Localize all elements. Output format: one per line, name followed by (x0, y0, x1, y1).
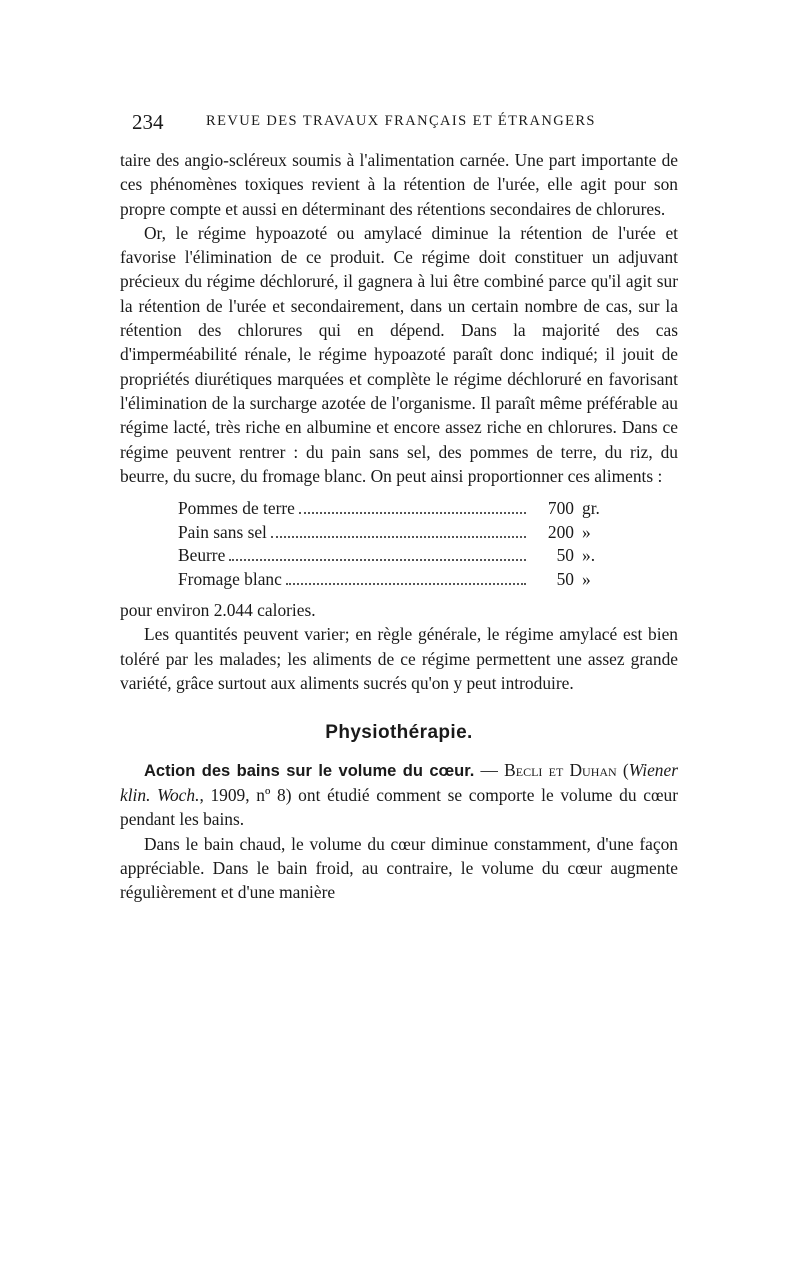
paragraph-1: taire des angio-scléreux soumis à l'alimentation carnée. Une part importante de ces phénomènes toxiques revient à la rétention de l'urée, elle agit pour son propre compte et aussi en déterminant des rétentions secondaires de chlorures. (120, 150, 678, 219)
dot-leader (299, 512, 526, 514)
page-body (120, 148, 678, 904)
paragraph-4: Les quantités peuvent varier; en règle générale, le régime amylacé est bien toléré par les malades; les aliments de ce régime permettent une assez grande variété, grâce surtout aux aliments sucrés qu'on y peut introduire. (120, 624, 678, 694)
quantity-unit: gr. (582, 498, 600, 519)
quantity-value: 50 (556, 568, 574, 589)
food-table (178, 496, 614, 590)
title-dash: — (474, 759, 505, 780)
table-row (178, 543, 614, 567)
paragraph-6: Dans le bain chaud, le volume du cœur diminue constamment, d'une façon appréciable. Dans le bain froid, au contraire, le volume du cœur augmente régulièrement et d'une manière (120, 833, 678, 903)
food-item: Fromage blanc (178, 568, 282, 589)
section-title: Physiothérapie. (325, 722, 473, 744)
dot-leader (271, 536, 526, 538)
dot-leader (229, 559, 526, 561)
page-number: 234 (132, 110, 164, 134)
quantity-value: 200 (547, 521, 574, 542)
journal-name: Wiener klin. Woch. (120, 759, 678, 805)
food-item: Beurre (178, 545, 226, 566)
food-quantity (532, 520, 614, 544)
table-row (178, 567, 614, 591)
paragraph-2: Or, le régime hypoazoté ou amylacé diminue la rétention de l'urée et favorise l'élimination de ce produit. Ce régime doit constituer un adjuvant précieux du régime déchloruré, il gagnera à lui être combiné parce qu'il agit sur la rétention de l'urée et secondairement, dans un certain nombre de cas, sur la rétention des chlorures qui en dépend. Dans la majorité des cas d'imperméabilité rénale, le régime hypoazoté paraît donc indiqué; il jouit de propriétés diurétiques marquées et complète le régime déchloruré en favorisant l'élimination de la surcharge azotée de l'organisme. Il paraît même préférable au régime lacté, très riche en albumine et encore assez riche en chlorures. Dans ce régime peuvent rentrer : du pain sans sel, des pommes de terre, du riz, du beurre, du sucre, du fromage blanc. On peut ainsi proportionner ces aliments : (120, 222, 678, 486)
table-row (178, 496, 614, 520)
citation-rest: , 1909, nº 8) ont étudié comment se comporte le volume du cœur pendant les bains. (120, 784, 678, 830)
food-item: Pommes de terre (178, 498, 295, 519)
quantity-unit: » (582, 568, 591, 589)
page-header (120, 110, 680, 134)
food-quantity (532, 567, 614, 591)
citation-open: ( (616, 759, 629, 780)
food-quantity (532, 543, 614, 567)
running-head: REVUE DES TRAVAUX FRANÇAIS ET ÉTRANGERS (206, 113, 596, 129)
quantity-unit: » (582, 521, 591, 542)
quantity-unit: ». (582, 545, 596, 566)
article-authors: Becli et Duhan (504, 759, 617, 780)
food-quantity (532, 496, 614, 520)
quantity-value: 50 (556, 545, 574, 566)
dot-leader (286, 583, 526, 585)
paragraph-5 (120, 758, 678, 832)
article-title: Action des bains sur le volume du cœur. (144, 761, 475, 780)
quantity-value: 700 (547, 498, 574, 519)
paragraph-3: pour environ 2.044 calories. (120, 600, 316, 621)
food-item: Pain sans sel (178, 521, 267, 542)
table-row (178, 520, 614, 544)
